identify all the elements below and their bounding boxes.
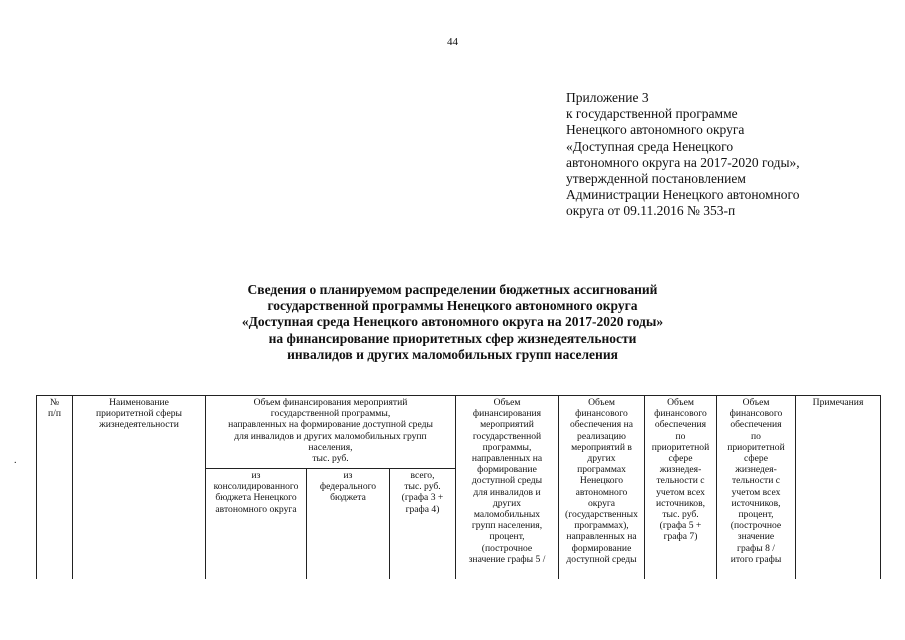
text-line: направленных на xyxy=(471,453,543,465)
text-line: к государственной программе xyxy=(566,106,738,122)
text-line: «Доступная среда Ненецкого xyxy=(566,138,734,154)
text-line: утвержденной постановлением xyxy=(566,171,746,187)
text-line: по xyxy=(675,430,686,442)
text-line: государственной программы, xyxy=(270,408,391,420)
text-line: приоритетной xyxy=(651,441,710,453)
header-sphere-name xyxy=(73,396,206,580)
text-line: графа 7) xyxy=(663,531,698,543)
text-line: источников, xyxy=(656,497,705,509)
text-line: населения, xyxy=(308,441,353,453)
text-line: Сведения о планируемом распределении бюджетных ассигнований xyxy=(247,282,658,297)
text-line: консолидированного xyxy=(213,481,299,493)
text-line: групп населения, xyxy=(471,520,543,532)
text-line: обеспечения xyxy=(730,419,782,431)
text-line: бюджета Ненецкого xyxy=(215,492,297,504)
header-num xyxy=(37,396,73,580)
text-line: формирование xyxy=(477,464,537,476)
header-other-programs xyxy=(559,396,645,580)
text-line: (построчное xyxy=(481,542,533,554)
text-line: (графа 5 + xyxy=(659,520,702,532)
text-line: программы, xyxy=(482,441,532,453)
text-line: других xyxy=(587,453,616,465)
text-line: автономного округа xyxy=(215,503,297,515)
text-line: обеспечения xyxy=(654,419,707,431)
text-line: тыс. руб. xyxy=(312,453,349,465)
text-line: значение xyxy=(737,531,775,543)
text-line: тельности с xyxy=(656,475,705,487)
text-line: программах), xyxy=(574,520,629,532)
text-line: автономного xyxy=(575,486,628,498)
text-line: «Доступная среда Ненецкого автономного округа на 2017-2020 годы» xyxy=(241,314,664,330)
text-line: графы 8 / xyxy=(737,542,775,554)
text-line: на финансирование приоритетных сфер жизнедеятельности xyxy=(268,330,637,346)
text-line: маломобильных xyxy=(473,509,541,521)
text-line: Объем xyxy=(588,397,615,408)
text-line: государственной программы Ненецкого автономного округа xyxy=(267,298,638,314)
text-line: учетом всех xyxy=(731,486,781,498)
header-all-sources-total xyxy=(645,396,717,580)
text-line: доступной среды xyxy=(471,475,543,487)
text-line: финансирования xyxy=(472,408,542,420)
text-line: обеспечения на xyxy=(569,419,633,431)
text-line: реализацию xyxy=(577,430,626,442)
text-line: мероприятий в xyxy=(571,441,632,453)
header-all-sources-percent xyxy=(717,396,796,580)
subheader-consolidated-budget xyxy=(206,469,307,580)
document-title xyxy=(0,282,905,363)
text-line: из xyxy=(251,470,261,481)
text-line: доступной среды xyxy=(566,553,637,565)
header-financing-volume xyxy=(206,396,456,469)
text-line: всего, xyxy=(410,470,435,481)
text-line: сфере xyxy=(668,453,693,465)
text-line: процент, xyxy=(489,531,525,543)
text-line: других xyxy=(492,497,522,509)
text-line: процент, xyxy=(738,509,774,521)
text-line: тыс. руб. xyxy=(662,509,699,521)
text-line: тыс. руб. xyxy=(404,481,441,493)
header-financing-share xyxy=(456,396,559,580)
text-line: для инвалидов и других маломобильных групп xyxy=(234,430,427,442)
text-line: (государственных xyxy=(565,509,638,521)
text-line: сфере xyxy=(744,453,768,465)
page-number: 44 xyxy=(447,36,458,48)
text-line: источников, xyxy=(731,497,781,509)
text-line: программах xyxy=(577,464,626,476)
text-line: Объем xyxy=(667,397,694,408)
text-line: Объем xyxy=(742,397,770,408)
text-line: (графа 3 + xyxy=(401,492,444,504)
text-line: из xyxy=(343,470,353,481)
text-line: формирование xyxy=(571,542,632,554)
budget-table xyxy=(36,395,881,579)
text-line: жизнедеятельности xyxy=(99,419,179,431)
text-line: мероприятий xyxy=(480,419,534,431)
text-line: финансового xyxy=(654,408,707,420)
subheader-total xyxy=(390,469,456,580)
text-line: по xyxy=(751,430,761,442)
text-line: финансового xyxy=(575,408,628,420)
table-header-row xyxy=(37,396,881,469)
text-line: автономного округа на 2017-2020 годы», xyxy=(566,154,800,170)
text-line: направленных на формирование доступной среды xyxy=(228,419,433,431)
text-line: значение графы 5 / xyxy=(468,553,546,565)
text-line: Ненецкого автономного округа xyxy=(566,122,745,138)
text-line: приоритетной xyxy=(727,441,785,453)
text-line: п/п xyxy=(48,408,61,420)
text-line: учетом всех xyxy=(656,486,705,498)
text-line: Примечания xyxy=(812,397,864,408)
text-line: округа xyxy=(587,497,616,509)
text-line: графа 4) xyxy=(405,503,440,515)
subheader-federal-budget xyxy=(307,469,390,580)
text-line: приоритетной сферы xyxy=(96,408,182,420)
header-notes xyxy=(796,396,881,580)
text-line: Объем финансирования мероприятий xyxy=(253,397,408,408)
text-line: Администрации Ненецкого автономного xyxy=(566,187,800,203)
text-line: для инвалидов и xyxy=(473,486,541,498)
text-line: федерального xyxy=(319,481,377,493)
text-line: итого графы xyxy=(730,553,782,565)
text-line: инвалидов и других маломобильных групп населения xyxy=(287,346,618,362)
text-line: жизнедея- xyxy=(659,464,702,476)
text-line: Ненецкого xyxy=(579,475,624,487)
text-line: (построчное xyxy=(730,520,782,532)
text-line: жизнедея- xyxy=(735,464,777,476)
text-line: Приложение 3 xyxy=(566,90,649,105)
text-line: Объем xyxy=(493,397,521,408)
text-line: финансового xyxy=(729,408,783,420)
text-line: № xyxy=(49,397,60,408)
text-line: бюджета xyxy=(330,492,366,504)
text-line: государственной xyxy=(472,430,542,442)
margin-mark: . xyxy=(14,455,17,466)
appendix-header xyxy=(566,90,800,220)
text-line: тельности с xyxy=(731,475,781,487)
text-line: направленных на xyxy=(566,531,637,543)
text-line: округа от 09.11.2016 № 353-п xyxy=(566,203,736,219)
text-line: Наименование xyxy=(109,397,169,408)
